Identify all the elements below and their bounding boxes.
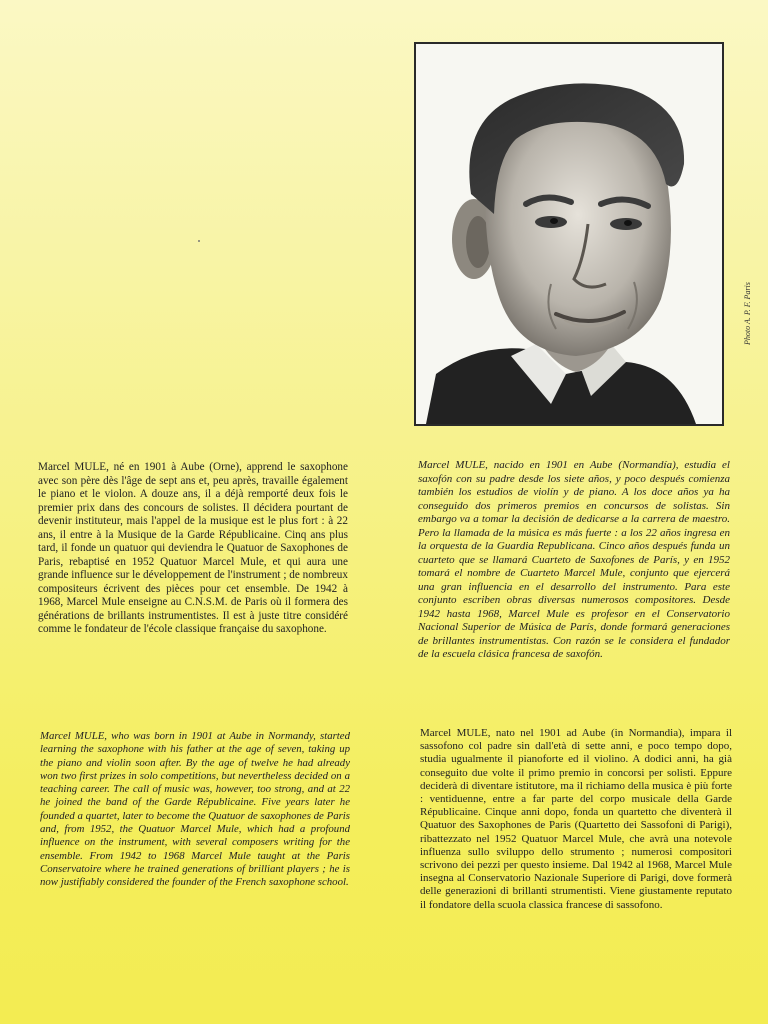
biography-french: Marcel MULE, né en 1901 à Aube (Orne), apprend le saxophone avec son père dès l'âge de sept ans et, peu après, travaille également le piano et le violon. A douze ans, il a déjà remporté deux fois le premier prix dans des concours de solistes. Il décidera pourtant de devenir instituteur, mais l'appel de la musique est le plus fort : à 22 ans, il entre à la Musique de la Garde Républicaine. Cinq ans plus tard, il fonde un quatuor qui deviendra le Quatuor de Saxophones de Paris, rebaptisé en 1952 Quatuor Marcel Mule, et qui aura une grande influence sur le développement de l'instrument ; de nombreux compositeurs écrivent des pièces pour cet ensemble. De 1942 à 1968, Marcel Mule enseigne au C.N.S.M. de Paris où il formera des générations de brillants instrumentistes. Il est à juste titre considéré comme le fondateur de l'école classique française du saxophone. xyxy=(38,461,348,635)
speck xyxy=(198,240,200,242)
photo-credit: Photo A. P. F. Paris xyxy=(743,282,752,345)
biography-english: Marcel MULE, who was born in 1901 at Aube in Normandy, started learning the saxophone with his father at the age of seven, taking up the piano and violin soon after. By the age of twelve he had already won two first prizes in solo competitions, but nevertheless decided on a teaching career. The call of music was, however, too strong, and at 22 he joined the band of the Garde Républicaine. Five years later he founded a quartet, later to become the Quatuor de saxophones de Paris and, from 1952, the Quatuor Marcel Mule, which had a profound influence on the instrument, with several composers writing for the ensemble. From 1942 to 1968 Marcel Mule taught at the Paris Conservatoire where he trained generations of brilliant players ; he is now justifiably considered the founder of the French saxophone school. xyxy=(40,730,350,889)
portrait-illustration xyxy=(416,44,722,424)
biography-spanish: Marcel MULE, nacido en 1901 en Aube (Normandía), estudia el saxofón con su padre desde los siete años, y poco después comienza también los estudios de violín y de piano. A los doce años ya ha conseguido dos primeros premios en concursos de solistas. Sin embargo va a tomar la decisión de dedicarse a la carrera de maestro. Pero la llamada de la música es más fuerte : a los 22 años ingresa en la orquesta de la Guardia Republicana. Cinco años después funda un cuarteto que se llamará Cuarteto de Saxofones de París, y en 1952 tomará el nombre de Cuarteto Marcel Mule, conjunto que ejercerá una gran influencia en el desarrollo del instrumento. Para este conjunto escriben obras diversas numerosos compositores. Desde 1942 hasta 1968, Marcel Mule es profesor en el Conservatorio Nacional Superior de Música de París, donde formará generaciones de brillantes instrumentistas. Con razón se le considera el fundador de la escuela clásica francesa de saxofón. xyxy=(418,459,730,660)
biography-italian: Marcel MULE, nato nel 1901 ad Aube (in Normandia), impara il sassofono col padre sin dall'età di sette anni, e poco tempo dopo, studia ugualmente il pianoforte ed il violino. A dodici anni, ha già conseguito due volte il primo premio in concorsi per solisti. Eppure deciderà di diventare istitutore, ma il richiamo della musica è più forte : ventiduenne, entre a far parte del corpo musicale della Garde Républicaine. Cinque anni dopo, fonda un quartetto che diventerà il Quatuor des Saxophones de Paris (Quartetto dei Sassofoni di Parigi), ribattezzato nel 1952 Quatuor Marcel Mule, che avrà una notevole influenza sullo sviluppo dello strumento ; numerosi compositori scrivono dei pezzi per questo insieme. Dal 1942 al 1968, Marcel Mule insegna al Conservatorio Nazionale Superiore di Parigi, dove formerà delle generazioni di brillanti strumentisti. Viene giustamente reputato il fondatore della scuola classica francese di sassofono. xyxy=(420,727,732,911)
portrait-photo xyxy=(414,42,724,426)
